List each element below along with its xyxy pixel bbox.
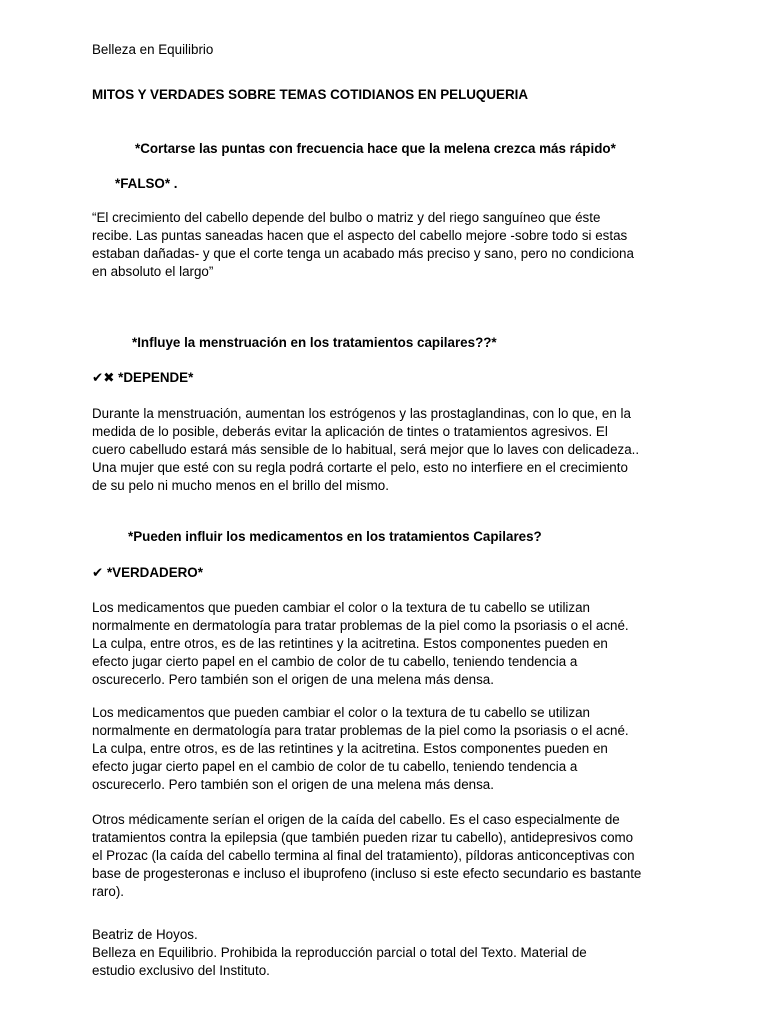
paragraph-line: recibe. Las puntas saneadas hacen que el aspecto del cabello mejore -sobre todo si estas <box>92 228 628 243</box>
section-3-verdict: ✔ *VERDADERO* <box>92 565 203 580</box>
paragraph-line: Los medicamentos que pueden cambiar el color o la textura de tu cabello se utilizan <box>92 600 590 615</box>
paragraph-line: efecto jugar cierto papel en el cambio de color de tu cabello, teniendo tendencia a <box>92 759 578 774</box>
footer-notice-line: Belleza en Equilibrio. Prohibida la reproducción parcial o total del Texto. Material de <box>92 945 587 960</box>
section-1-verdict: *FALSO* . <box>115 176 178 191</box>
section-3-paragraph-1 <box>92 599 692 689</box>
section-3-question: *Pueden influir los medicamentos en los tratamientos Capilares? <box>128 529 542 544</box>
paragraph-line: Otros médicamente serían el origen de la caída del cabello. Es el caso especialmente de <box>92 812 620 827</box>
footer-notice <box>92 944 692 980</box>
section-1-question: *Cortarse las puntas con frecuencia hace que la melena crezca más rápido* <box>135 141 616 156</box>
header-text: Belleza en Equilibrio <box>92 42 214 57</box>
paragraph-line: normalmente en dermatología para tratar problemas de la piel como la psoriasis o el acné. <box>92 723 629 738</box>
paragraph-line: el Prozac (la caída del cabello termina al final del tratamiento), píldoras anticonceptivas con <box>92 848 635 863</box>
section-2-paragraph <box>92 405 692 495</box>
paragraph-line: La culpa, entre otros, es de las retintines y la acitretina. Estos componentes pueden en <box>92 636 608 651</box>
section-3-paragraph-3 <box>92 811 692 901</box>
section-3-paragraph-2 <box>92 704 692 794</box>
paragraph-line: “El crecimiento del cabello depende del bulbo o matriz y del riego sanguíneo que éste <box>92 210 601 225</box>
paragraph-line: cuero cabelludo estará más sensible de lo habitual, será mejor que lo laves con delicadeza.. <box>92 442 640 457</box>
paragraph-line: Una mujer que esté con su regla podrá cortarte el pelo, esto no interfiere en el crecimiento <box>92 460 628 475</box>
section-2-verdict: ✔✖ *DEPENDE* <box>92 370 194 385</box>
paragraph-line: de su pelo ni mucho menos en el brillo del mismo. <box>92 478 389 493</box>
paragraph-line: Los medicamentos que pueden cambiar el color o la textura de tu cabello se utilizan <box>92 705 590 720</box>
section-1-paragraph <box>92 209 692 281</box>
paragraph-line: oscurecerlo. Pero también son el origen de una melena más densa. <box>92 672 494 687</box>
footer-author: Beatriz de Hoyos. <box>92 927 198 942</box>
paragraph-line: tratamientos contra la epilepsia (que también pueden rizar tu cabello), antidepresivos como <box>92 830 634 845</box>
section-2-question: *Influye la menstruación en los tratamientos capilares??* <box>132 335 497 350</box>
paragraph-line: La culpa, entre otros, es de las retintines y la acitretina. Estos componentes pueden en <box>92 741 608 756</box>
paragraph-line: base de progesteronas e incluso el ibuprofeno (incluso si este efecto secundario es bastante <box>92 866 642 881</box>
paragraph-line: estaban dañadas- y que el corte tenga un acabado más preciso y sano, pero no condiciona <box>92 246 634 261</box>
paragraph-line: en absoluto el largo” <box>92 264 214 279</box>
paragraph-line: oscurecerlo. Pero también son el origen de una melena más densa. <box>92 777 494 792</box>
paragraph-line: efecto jugar cierto papel en el cambio de color de tu cabello, teniendo tendencia a <box>92 654 578 669</box>
paragraph-line: Durante la menstruación, aumentan los estrógenos y las prostaglandinas, con lo que, en la <box>92 406 631 421</box>
paragraph-line: normalmente en dermatología para tratar problemas de la piel como la psoriasis o el acné. <box>92 618 629 633</box>
document-title: MITOS Y VERDADES SOBRE TEMAS COTIDIANOS EN PELUQUERIA <box>92 87 528 102</box>
paragraph-line: medida de lo posible, deberás evitar la aplicación de tintes o tratamientos agresivos. El <box>92 424 608 439</box>
paragraph-line: raro). <box>92 884 124 899</box>
footer-notice-line: estudio exclusivo del Instituto. <box>92 963 270 978</box>
